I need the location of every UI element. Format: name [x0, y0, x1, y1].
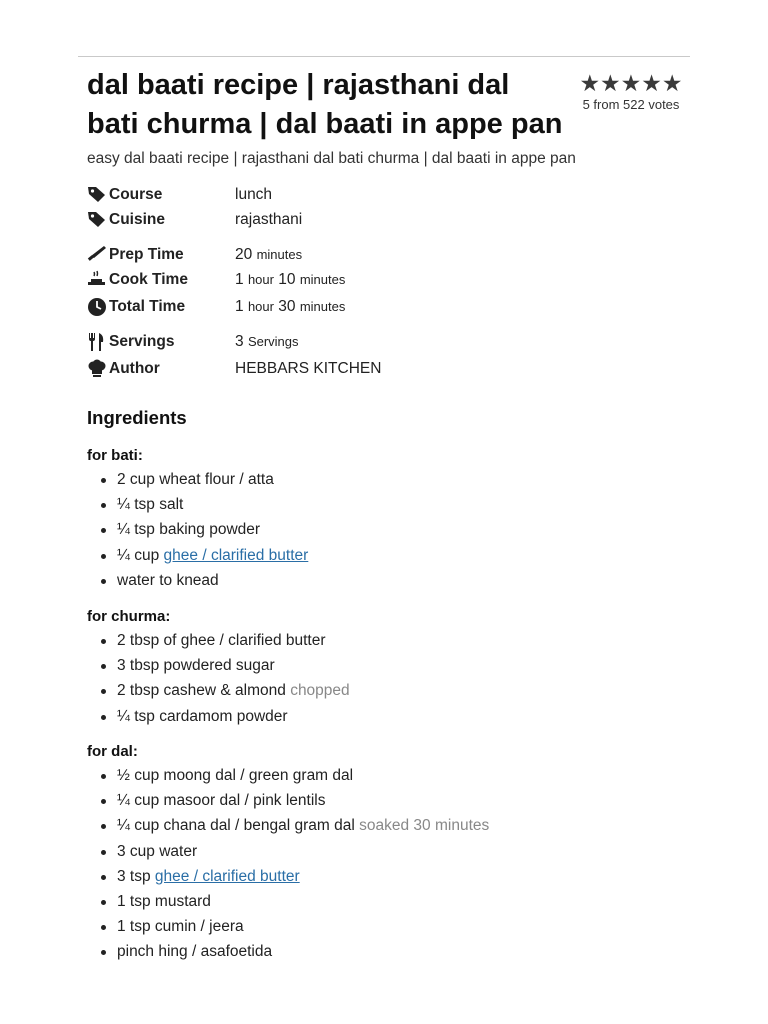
knife-icon	[87, 245, 109, 265]
ingredient-item: water to knead	[87, 568, 647, 593]
tag-icon	[87, 210, 109, 230]
total-time-hour-unit: hour	[247, 299, 274, 314]
ghee-link[interactable]: ghee / clarified butter	[154, 867, 300, 885]
ingredient-item: ¼ tsp cardamom powder	[87, 704, 647, 729]
cook-time-label: Cook Time	[109, 271, 188, 288]
ghee-link[interactable]: ghee / clarified butter	[163, 546, 309, 564]
cook-time-minute-unit: minutes	[299, 272, 346, 287]
rating-widget[interactable]	[578, 70, 684, 112]
recipe-title: dal baati recipe | rajasthani dal bati churma | dal baati in appe pan	[87, 69, 563, 140]
ingredient-item: 3 tbsp powdered sugar	[87, 653, 647, 678]
utensils-icon	[87, 332, 109, 352]
cook-time-hour-unit: hour	[247, 272, 274, 287]
group-heading-dal: for dal:	[87, 743, 138, 760]
ingredient-item: pinch hing / asafoetida	[87, 939, 647, 964]
ingredient-item: ¼ cup ghee / clarified butter	[87, 543, 647, 568]
cuisine-label: Cuisine	[109, 211, 165, 228]
author-value: HEBBARS KITCHEN	[235, 360, 382, 377]
servings-amount[interactable]: 3	[235, 333, 244, 350]
prep-time-label: Prep Time	[109, 246, 184, 263]
ingredient-item: 2 tbsp of ghee / clarified butter	[87, 628, 647, 653]
ingredient-note: soaked 30 minutes	[359, 817, 490, 835]
ingredient-list-dal	[87, 763, 647, 965]
ingredient-list-bati	[87, 467, 647, 593]
ingredient-item: ¼ cup masoor dal / pink lentils	[87, 788, 647, 813]
cook-time-hours: 1	[235, 271, 244, 288]
servings-label: Servings	[109, 333, 175, 350]
servings-unit: Servings	[247, 334, 299, 349]
ingredient-item: 1 tsp mustard	[87, 889, 647, 914]
ingredient-item: 2 cup wheat flour / atta	[87, 467, 647, 492]
author-label: Author	[109, 360, 160, 377]
ingredient-item: ¼ tsp baking powder	[87, 517, 647, 542]
clock-icon	[87, 297, 109, 317]
prep-time-amount: 20	[235, 246, 253, 263]
total-time-minute-unit: minutes	[299, 299, 346, 314]
ingredient-item: ¼ tsp salt	[87, 492, 647, 517]
ingredient-item: ¼ cup chana dal / bengal gram dal soaked 30 minutes	[87, 813, 647, 838]
ingredient-item: 3 cup water	[87, 839, 647, 864]
tag-icon	[87, 185, 109, 205]
course-value: lunch	[235, 186, 273, 203]
ingredient-item: 1 tsp cumin / jeera	[87, 914, 647, 939]
total-time-hours: 1	[235, 298, 244, 315]
ingredient-item: 2 tbsp cashew & almond chopped	[87, 678, 647, 703]
prep-time-unit: minutes	[256, 247, 303, 262]
ingredients-heading: Ingredients	[87, 407, 187, 428]
total-time-minutes: 30	[278, 298, 296, 315]
group-heading-bati: for bati:	[87, 447, 143, 464]
ingredient-item: 3 tsp ghee / clarified butter	[87, 864, 647, 889]
star-rating-icon[interactable]: ★★★★★	[579, 70, 683, 96]
ingredient-item: ½ cup moong dal / green gram dal	[87, 763, 647, 788]
group-heading-churma: for churma:	[87, 608, 171, 625]
stove-icon	[87, 270, 109, 290]
course-label: Course	[109, 186, 163, 203]
ingredient-note: chopped	[290, 682, 350, 700]
chef-hat-icon	[87, 359, 109, 379]
ingredient-list-churma	[87, 628, 647, 729]
cook-time-minutes: 10	[278, 271, 296, 288]
cuisine-value: rajasthani	[235, 211, 303, 228]
top-divider	[78, 56, 690, 57]
total-time-label: Total Time	[109, 298, 186, 315]
recipe-summary: easy dal baati recipe | rajasthani dal bati churma | dal baati in appe pan	[87, 150, 576, 167]
rating-votes: 5 from 522 votes	[582, 97, 680, 112]
